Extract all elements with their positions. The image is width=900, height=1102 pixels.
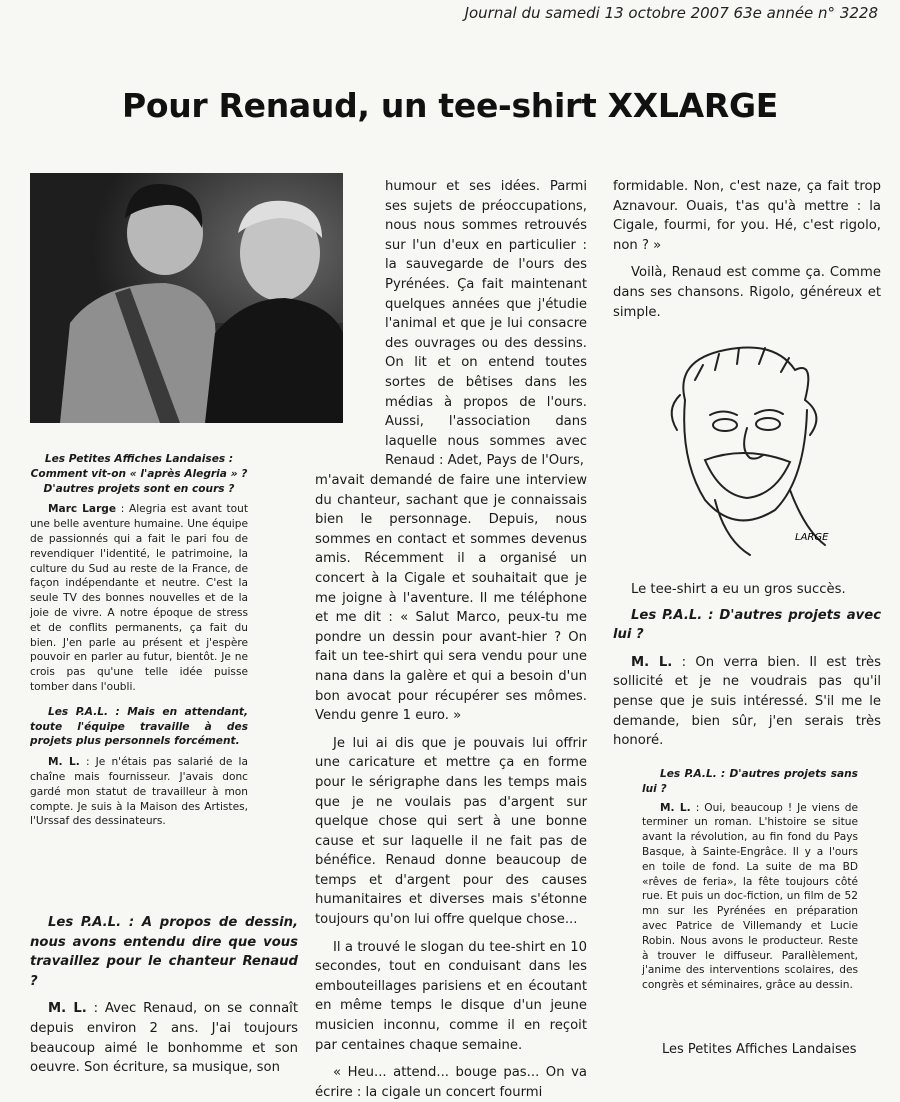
column-2-body (315, 471, 587, 1102)
q1-text: Comment vit-on « l'après Alegria » ? D'autres projets sont en cours ? (30, 467, 248, 495)
q1-speaker: Les Petites Affiches Landaises : (44, 453, 234, 465)
column-3-lower (642, 767, 858, 993)
q2-text: : Mais en attendant, toute l'équipe travaille à des projets plus personnels forcément. (30, 705, 248, 748)
a3-speaker: M. L. (48, 1001, 87, 1017)
col2-paragraph-4: « Heu... attend... bouge pas... On va écrire : la cigale un concert fourmi (315, 1065, 587, 1100)
col2-paragraph-wide: m'avait demandé de faire une interview du chanteur, sachant que je connaissais bien le personnage. Depuis, nous sommes en contact et sommes devenus amis. Récemment il a organisé un concert à la Cigale et souhaitait que je me joigne à l'aventure. Il me téléphone et me dit : « Salut Marco, peux-tu me pondre un dessin pour avant-hier ? On fait un tee-shirt qui sera vendu pour une nana dans la galère et qui a besoin d'un bon avocat pour récupérer ses mômes. Vendu genre 1 euro. » (315, 473, 587, 724)
col3-paragraph-1: formidable. Non, c'est naze, ça fait trop Aznavour. Ouais, t'as qu'à mettre : la Cigale, fourmi, for you. Hé, c'est rigolo, non ? » (613, 179, 881, 253)
question-3 (30, 913, 298, 991)
answer-3 (30, 999, 298, 1077)
column-1-lower (30, 913, 298, 1078)
a2-speaker: M. L. (48, 756, 80, 769)
column-1-upper (30, 452, 248, 829)
article-title: Pour Renaud, un tee-shirt XXLARGE (121, 86, 779, 125)
question-2 (30, 705, 248, 749)
a4-text: : On verra bien. Il est très sollicité et je ne voudrais pas qu'il pense que je suis intéressé. S'il me le demande, bien sûr, j'en serais très honoré. (613, 654, 882, 749)
question-5 (642, 767, 858, 797)
a5-speaker: M. L. (660, 801, 691, 814)
col3-paragraph-3: Le tee-shirt a eu un gros succès. (631, 582, 846, 597)
q3-text: : A propos de dessin, nous avons entendu dire que vous travaillez pour le chanteur Renaud ? (30, 915, 298, 989)
answer-4 (613, 653, 881, 751)
a1-text: : Alegria est avant tout une belle aventure humaine. Une équipe de passionnés qui a fait le pari fou de revendiquer l'identité, le patrimoine, la culture du Sud au reste de la France, de façon indépendante et neutre. C'est la seule TV des bonnes nouvelles et de la joie de vivre. A notre époque de stress et de conflits permanents, ça fait du bien. J'en parle au présent et j'espère pouvoir en parler au futur, bientôt. Je ne crois pas qu'une telle idée puisse tomber dans l'oubli. (30, 503, 248, 693)
col2-paragraph-2: Je lui ai dis que je pouvais lui offrir une caricature et mettre ça en forme pour le sérigraphe dans les temps mais que je ne voulais pas d'argent sur quelque chose qui sert à une bonne cause et sur laquelle il ne fait pas de bénéfice. Renaud donne beaucoup de temps et d'argent pour des causes humanitaires et diverses mais s'étonne toujours qu'on lui offre quelque chose... (315, 735, 587, 928)
q4-speaker: Les P.A.L. (631, 607, 703, 623)
photo-illustration (30, 173, 343, 423)
photo-two-men (30, 173, 343, 423)
col3-paragraph-2: Voilà, Renaud est comme ça. Comme dans ses chansons. Rigolo, généreux et simple. (613, 265, 881, 320)
q3-speaker: Les P.A.L. (48, 915, 122, 930)
answer-1 (30, 502, 248, 694)
issue-header: Journal du samedi 13 octobre 2007 63e année n° 3228 (464, 4, 878, 22)
q5-text: : D'autres projets sans lui ? (642, 768, 858, 795)
col2-paragraph-top: humour et ses idées. Parmi ses sujets de préoccupations, nous nous sommes retrouvés sur l'un d'eux en particulier : la sauvegarde de l'ours des Pyrénées. Ça fait maintenant quelques années que j'étudie l'animal et que je lui consacre des ouvrages ou des dessins. On lit et on entend toutes sortes de bêtises dans les médias à propos de l'ours. Aussi, l'association dans laquelle nous sommes avec Renaud : Adet, Pays de l'Ours, (385, 179, 587, 469)
col2-paragraph-3: Il a trouvé le slogan du tee-shirt en 10 secondes, tout en conduisant dans les embouteillages parisiens et en écoutant en même temps le disque d'un jeune musicien inconnu, comme il en reçoit par centaines chaque semaine. (315, 939, 587, 1053)
caricature-illustration (655, 340, 850, 560)
a4-speaker: M. L. (631, 654, 673, 670)
q4-text: : D'autres projets avec lui ? (613, 607, 882, 643)
question-4 (613, 606, 881, 645)
q2-speaker: Les P.A.L. (48, 705, 108, 718)
answer-2 (30, 755, 248, 829)
q5-speaker: Les P.A.L. (660, 768, 717, 780)
question-1 (30, 452, 248, 496)
footer-publication: Les Petites Affiches Landaises (662, 1042, 857, 1057)
a5-text: : Oui, beaucoup ! Je viens de terminer un roman. L'histoire se situe avant la révolution, au fin fond du Pays Basque, à Sainte-Engrâce. Il y a l'ours en toile de fond. La suite de ma BD «rêves de feria», la fête toujours côté rue. Et puis un doc-fiction, un film de 52 mn sur les Pyrénées en préparation avec Patrice de Villemandy et Lucie Robin. Nous avons le producteur. Reste à trouver le diffuseur. Parallèlement, j'anime des interventions scolaires, des congrès et séminaires, grâce au dessin. (642, 801, 859, 992)
cartoon-signature: LARGE (795, 532, 829, 543)
column-3-top (613, 177, 881, 322)
a2-text: : Je n'étais pas salarié de la chaîne mais fournisseur. J'avais donc gardé mon statut de travailleur à mon compte. Je suis à la Maison des Artistes, l'Urssaf des dessinateurs. (30, 756, 248, 828)
a1-speaker: Marc Large (48, 503, 117, 516)
column-2-top (385, 177, 587, 471)
caricature-drawing (655, 340, 850, 560)
answer-5 (642, 801, 858, 993)
a3-text: : Avec Renaud, on se connaît depuis environ 2 ans. J'ai toujours beaucoup aimé le bonhomme et son oeuvre. Son écriture, sa musique, son (30, 1001, 299, 1076)
column-3-middle (613, 580, 881, 751)
